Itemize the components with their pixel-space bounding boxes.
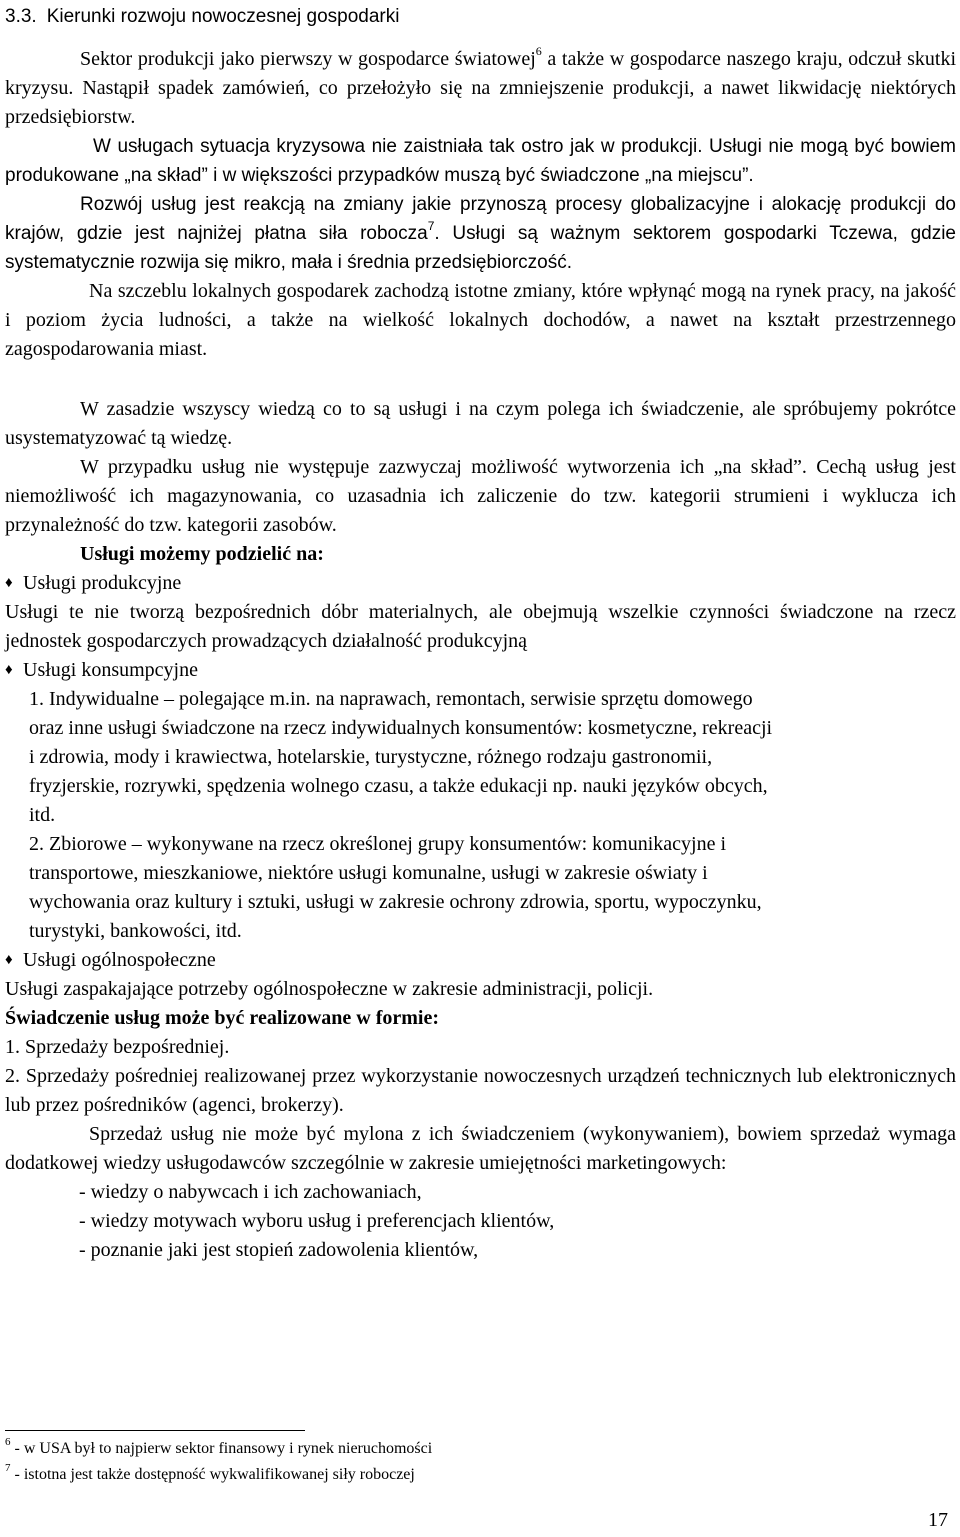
diamond-bullet-icon: ♦ xyxy=(5,575,13,591)
document-page xyxy=(5,0,956,1265)
diamond-bullet-icon: ♦ xyxy=(5,662,13,678)
footnote-7: $^7$ - istotna jest także dostępność wykwalifikowanej siły roboczej xyxy=(5,1461,415,1483)
services-division-heading: Usługi możemy podzielić na: xyxy=(80,543,324,565)
bullet-production-services: ♦ Usługi produkcyjne xyxy=(5,569,956,598)
paragraph-local-economies: Na szczeblu lokalnych gospodarek zachodzą istotne zmiany, które wpłynąć mogą na rynek pracy, na jakość i poziom życia ludności, a także na wielkość lokalnych dochodów, a nawet na kształt przestrzennego zagospodarowania miast. xyxy=(5,280,956,360)
footnote-separator xyxy=(5,1430,305,1431)
knowledge-item-buyers: - wiedzy o nabywcach i ich zachowaniach, xyxy=(79,1181,422,1203)
paragraph-services-development: Rozwój usług jest reakcją na zmiany jakie przynoszą procesy globalizacyjne i alokację produkcji do krajów, gdzie jest najniżej płatna siła robocza$^7$. Usługi są ważnym sektorem gospodarki Tczewa, gdzie systematycznie rozwija się mikro, mała i średnia przedsiębiorczość. xyxy=(5,194,956,273)
knowledge-item-satisfaction: - poznanie jaki jest stopień zadowolenia klientów, xyxy=(79,1239,479,1261)
section-number: 3.3. xyxy=(5,6,37,27)
consumer-services-individual: 1. Indywidualne – polegające m.in. na naprawach, remontach, serwisie sprzętu domowego oraz inne usługi świadczone na rzecz indywidualnych konsumentów: kosmetyczne, rekreacji i zdrowia, mody i krawiectwa, hotelarskie, turystyczne, różnego rodzaju gastronomii, fryzjerskie, rozrywki, spędzenia wolnego czasu, a także edukacji np. nauki języków obcych, itd. xyxy=(29,688,773,826)
consumer-services-collective: 2. Zbiorowe – wykonywane na rzecz określonej grupy konsumentów: komunikacyjne i transportowe, mieszkaniowe, niektóre usługi komunalne, usługi w zakresie oświaty i wychowania oraz kultury i sztuki, usługi w zakresie ochrony zdrowia, sportu, wypoczynku, turystyki, bankowości, itd. xyxy=(29,833,762,942)
footnote-ref-7: 7 xyxy=(427,218,435,233)
service-form-indirect: 2. Sprzedaży pośredniej realizowanej przez wykorzystanie nowoczesnych urządzeń technicznych lub elektronicznych lub przez pośredników (agenci, brokerzy). xyxy=(5,1065,956,1116)
service-forms-heading: Świadczenie usług może być realizowane w formie: xyxy=(5,1007,439,1029)
bullet-public-services: ♦ Usługi ogólnospołeczne xyxy=(5,946,956,975)
paragraph-sales-vs-delivery: Sprzedaż usług nie może być mylona z ich świadczeniem (wykonywaniem), bowiem sprzedaż wymaga dodatkowej wiedzy usługodawców szczególnie w zakresie umiejętności marketingowych: xyxy=(5,1123,956,1174)
paragraph-services-crisis: W usługach sytuacja kryzysowa nie zaistniała tak ostro jak w produkcji. Usługi nie mogą być bowiem produkowane „na skład” i w większości przypadków muszą być świadczone „na miejscu”. xyxy=(5,136,956,186)
public-services-description: Usługi zaspakajające potrzeby ogólnospołeczne w zakresie administracji, policji. xyxy=(5,978,654,1000)
footnote-6: $^6$ - w USA był to najpierw sektor finansowy i rynek nieruchomości xyxy=(5,1435,433,1457)
bullet-consumer-services: ♦ Usługi konsumpcyjne xyxy=(5,656,956,685)
footnote-ref-6: 6 xyxy=(535,44,542,59)
production-services-description: Usługi te nie tworzą bezpośrednich dóbr materialnych, ale obejmują wszelkie czynności świadczone na rzecz jednostek gospodarczych prowadzących działalność produkcyjną xyxy=(5,601,956,652)
paragraph-services-definition: W zasadzie wszyscy wiedzą co to są usługi i na czym polega ich świadczenie, ale spróbujemy pokrótce usystematyzować tą wiedzę. xyxy=(5,398,956,449)
footnotes xyxy=(5,1436,432,1488)
diamond-bullet-icon: ♦ xyxy=(5,952,13,968)
paragraph-services-storage: W przypadku usług nie występuje zazwyczaj możliwość wytworzenia ich „na skład”. Cechą usług jest niemożliwość ich magazynowania, co uzasadnia ich zaliczenie do tzw. kategorii strumieni i wyklucza ich przynależność do tzw. kategorii zasobów. xyxy=(5,456,956,536)
paragraph-production-sector: Sektor produkcji jako pierwszy w gospodarce światowej$^6$ a także w gospodarce naszego kraju, odczuł skutki kryzysu. Nastąpił spadek zamówień, co przełożyło się na zmniejszenie produkcji, a nawet likwidację niektórych przedsiębiorstw. xyxy=(5,44,957,128)
knowledge-item-motives: - wiedzy motywach wyboru usług i preferencjach klientów, xyxy=(79,1210,555,1232)
page-number: 17 xyxy=(928,1509,948,1531)
section-title: Kierunki rozwoju nowoczesnej gospodarki xyxy=(46,6,400,27)
section-heading xyxy=(5,0,956,32)
service-form-direct: 1. Sprzedaży bezpośredniej. xyxy=(5,1036,230,1058)
